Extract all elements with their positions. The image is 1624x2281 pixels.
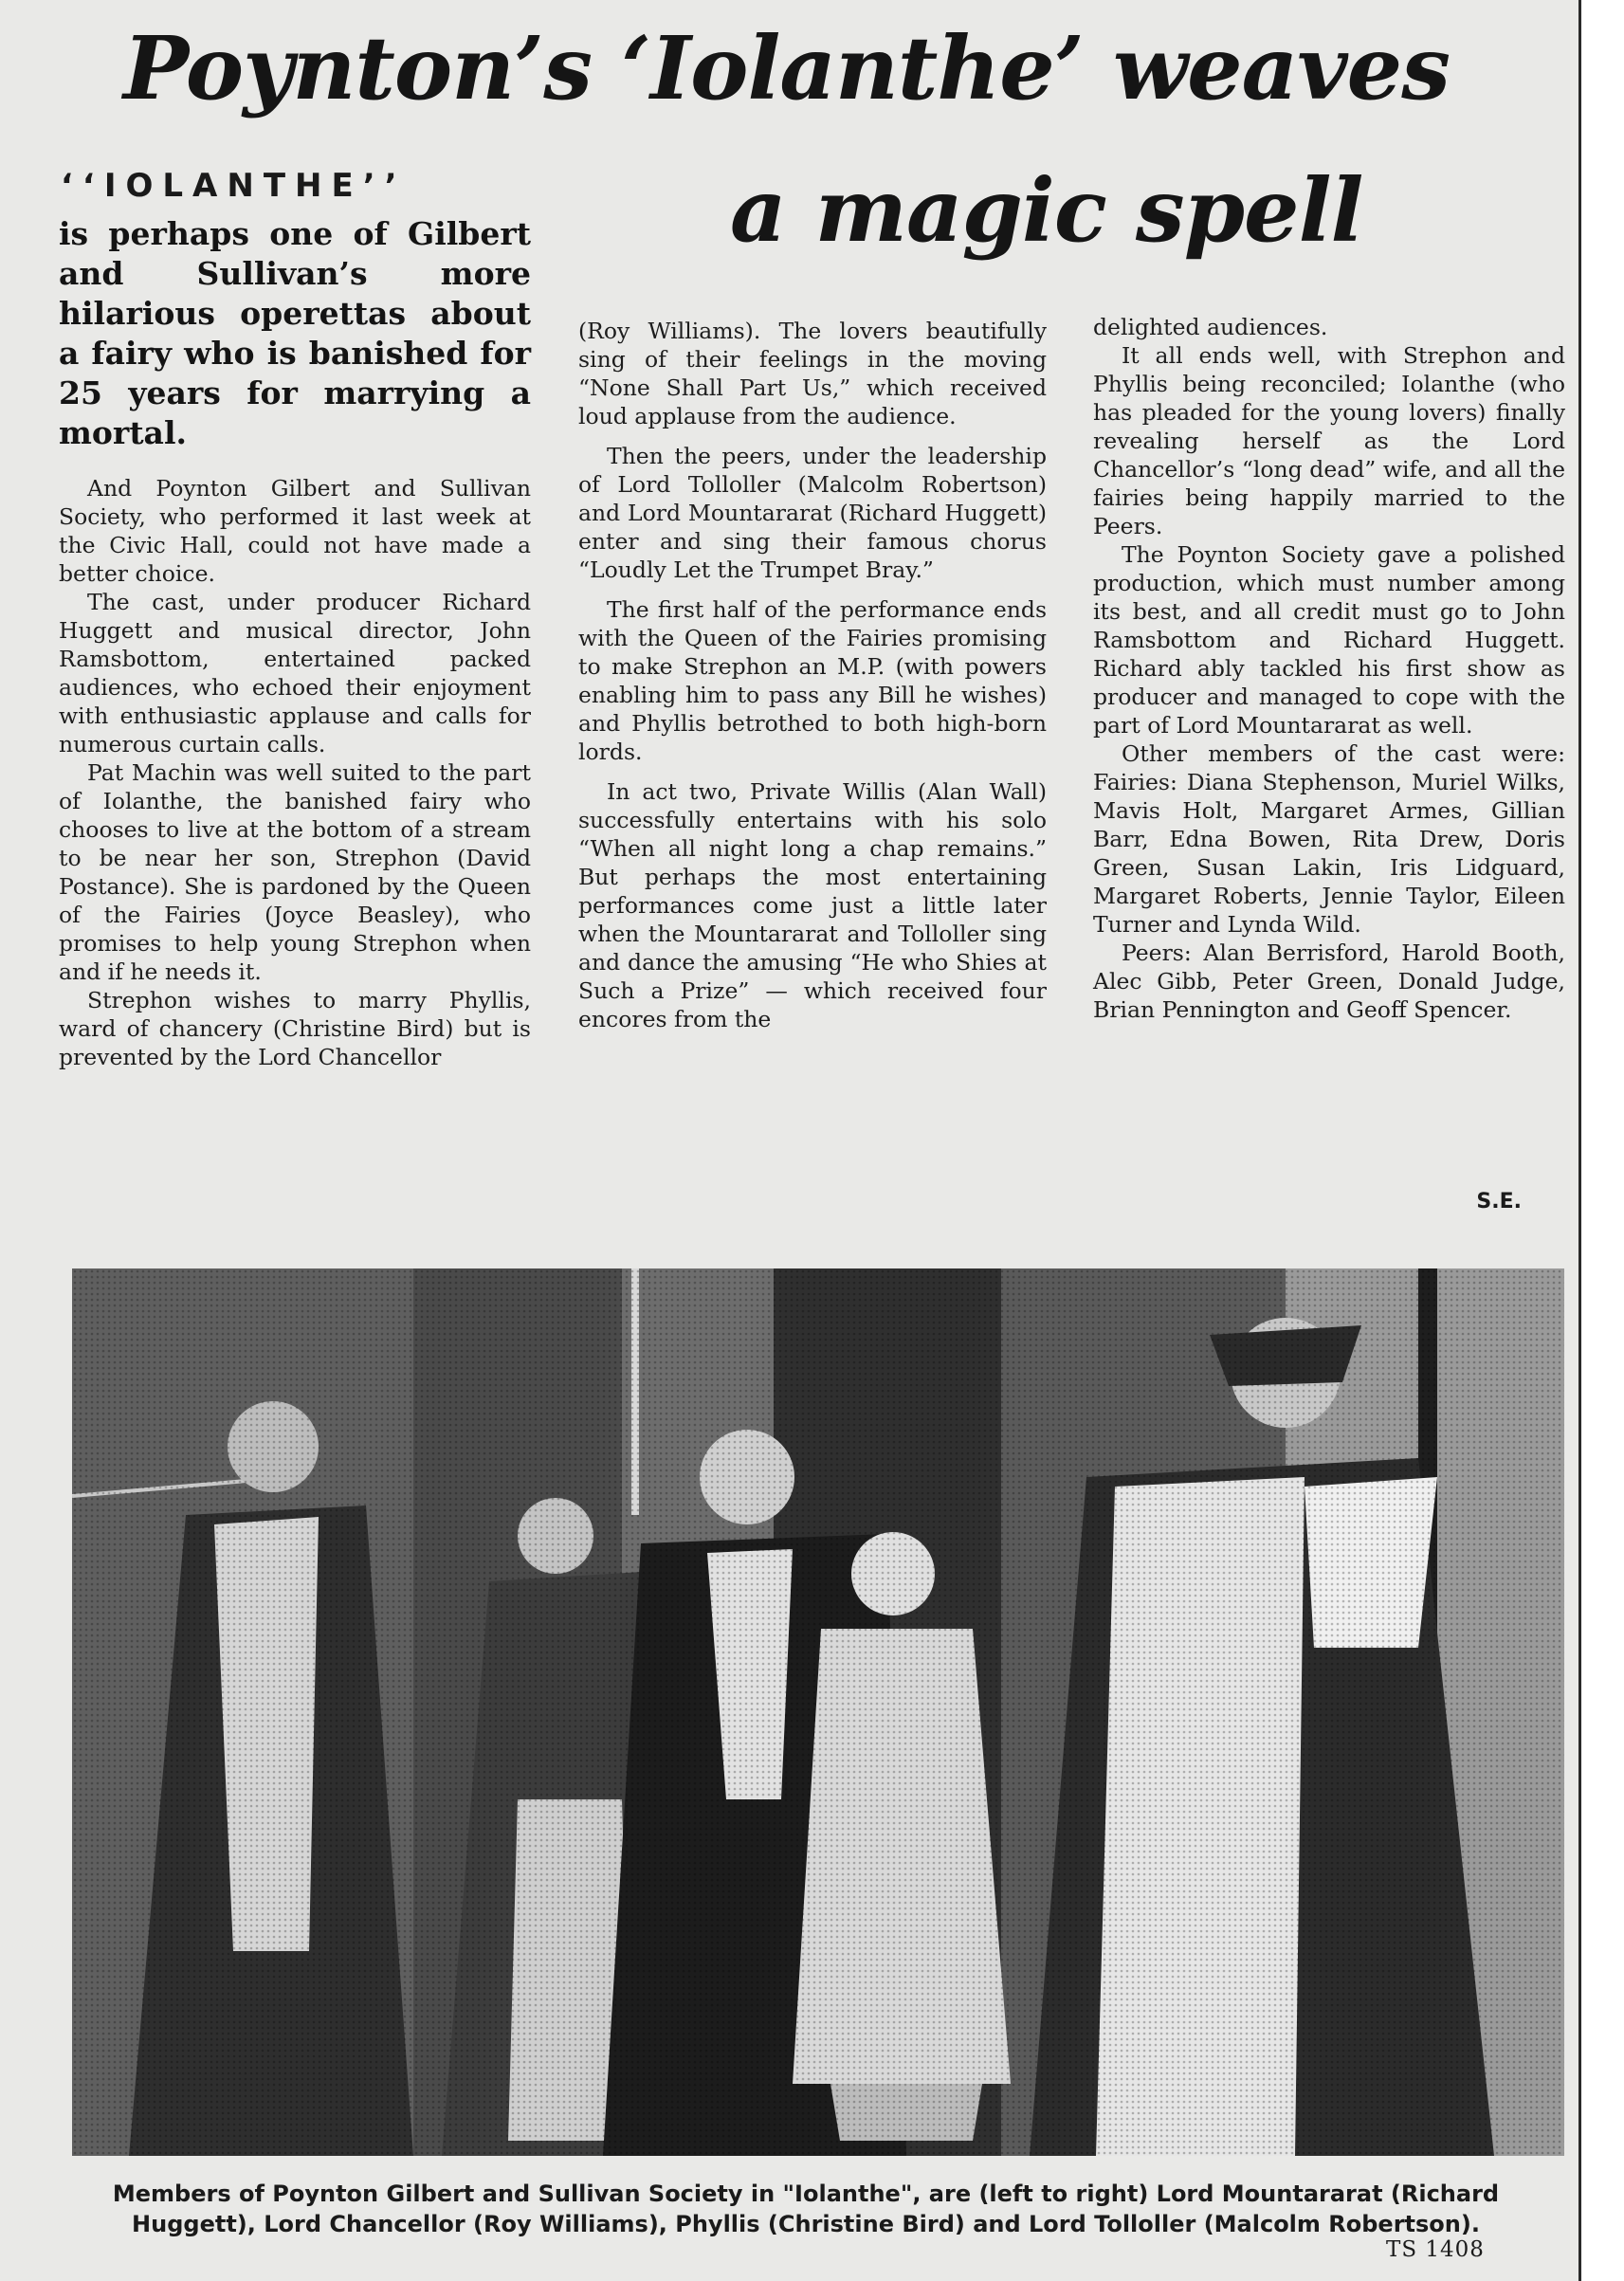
paragraph: It all ends well, with Strephon and Phyllis being reconciled; Iolanthe (who has pleaded for the young lovers) finally revealing herself as the Lord Chancellor’s “long dead” wife, and all the fairies being happily married to the Peers. xyxy=(1093,342,1565,539)
paragraph: Peers: Alan Berrisford, Harold Booth, Alec Gibb, Peter Green, Donald Judge, Brian Pennington and Geoff Spencer. xyxy=(1093,940,1565,1023)
paragraph: Other members of the cast were: Fairies: Diana Stephenson, Muriel Wilks, Mavis Holt, Margaret Armes, Gillian Barr, Edna Bowen, Rita Drew, Doris Green, Susan Lakin, Iris Lidguard, Margaret Roberts, Jennie Taylor, Eileen Turner and Lynda Wild. xyxy=(1093,740,1565,938)
author-initials: S.E. xyxy=(1476,1190,1522,1213)
headline-line-1: Poynton’s ‘Iolanthe’ weaves xyxy=(123,17,1450,119)
intro-standfirst: is perhaps one of Gilbert and Sullivan’s more hilarious operettas about a fairy who is banished for 25 years for marrying a mortal. xyxy=(59,215,531,451)
paragraph: The cast, under producer Richard Huggett and musical director, John Ramsbottom, entertained packed audiences, who echoed their enjoyment with enthusiastic applause and calls for numerous curtain calls. xyxy=(59,589,531,757)
paragraph: In act two, Private Willis (Alan Wall) successfully entertains with his solo “When all night long a chap remains.” But perhaps the most entertaining performances come just a little later when the Mountararat and Tolloller sing and dance the amusing “He who Shies at Such a Prize” — which received four encores from the xyxy=(578,778,1047,1032)
article-column-2 xyxy=(578,317,1047,1033)
photo-illustration xyxy=(72,1268,1564,2156)
paragraph: The first half of the performance ends with the Queen of the Fairies promising to make Strephon an M.P. (with powers enabling him to pass any Bill he wishes) and Phyllis betrothed to both high-born lords. xyxy=(578,596,1047,765)
paragraph: Then the peers, under the leadership of Lord Tolloller (Malcolm Robertson) and Lord Mountararat (Richard Huggett) enter and sing their famous chorus “Loudly Let the Trumpet Bray.” xyxy=(578,443,1047,583)
paragraph: (Roy Williams). The lovers beautifully sing of their feelings in the moving “None Shall Part Us,” which received loud applause from the audience. xyxy=(578,318,1047,429)
photo-caption: Members of Poynton Gilbert and Sullivan Society in "Iolanthe", are (left to right) Lord Mountararat (Richard Huggett), Lord Chancellor (Roy Williams), Phyllis (Christine Bird) and Lord Tolloller (Malcolm Robertson). xyxy=(112,2181,1500,2237)
paragraph: Pat Machin was well suited to the part of Iolanthe, the banished fairy who chooses to live at the bottom of a stream to be near her son, Strephon (David Postance). She is pardoned by the Queen of the Fairies (Joyce Beasley), who promises to help young Strephon when and if he needs it. xyxy=(59,759,531,985)
cast-photograph xyxy=(72,1268,1564,2156)
paragraph: The Poynton Society gave a polished production, which must number among its best, and all credit must go to John Ramsbottom and Richard Huggett. Richard ably tackled his first show as producer and managed to cope with the part of Lord Mountararat as well. xyxy=(1093,541,1565,739)
headline-line-2: a magic spell xyxy=(730,159,1363,262)
reference-number: TS 1408 xyxy=(1386,2237,1485,2262)
intro-kicker: ‘‘IOLANTHE’’ xyxy=(61,167,407,205)
paragraph: Strephon wishes to marry Phyllis, ward of chancery (Christine Bird) but is prevented by the Lord Chancellor xyxy=(59,987,531,1070)
article-column-1 xyxy=(59,474,531,1071)
paragraph: And Poynton Gilbert and Sullivan Society, who performed it last week at the Civic Hall, could not have made a better choice. xyxy=(59,475,531,587)
article-column-3 xyxy=(1093,313,1565,1024)
paragraph: delighted audiences. xyxy=(1093,314,1328,340)
